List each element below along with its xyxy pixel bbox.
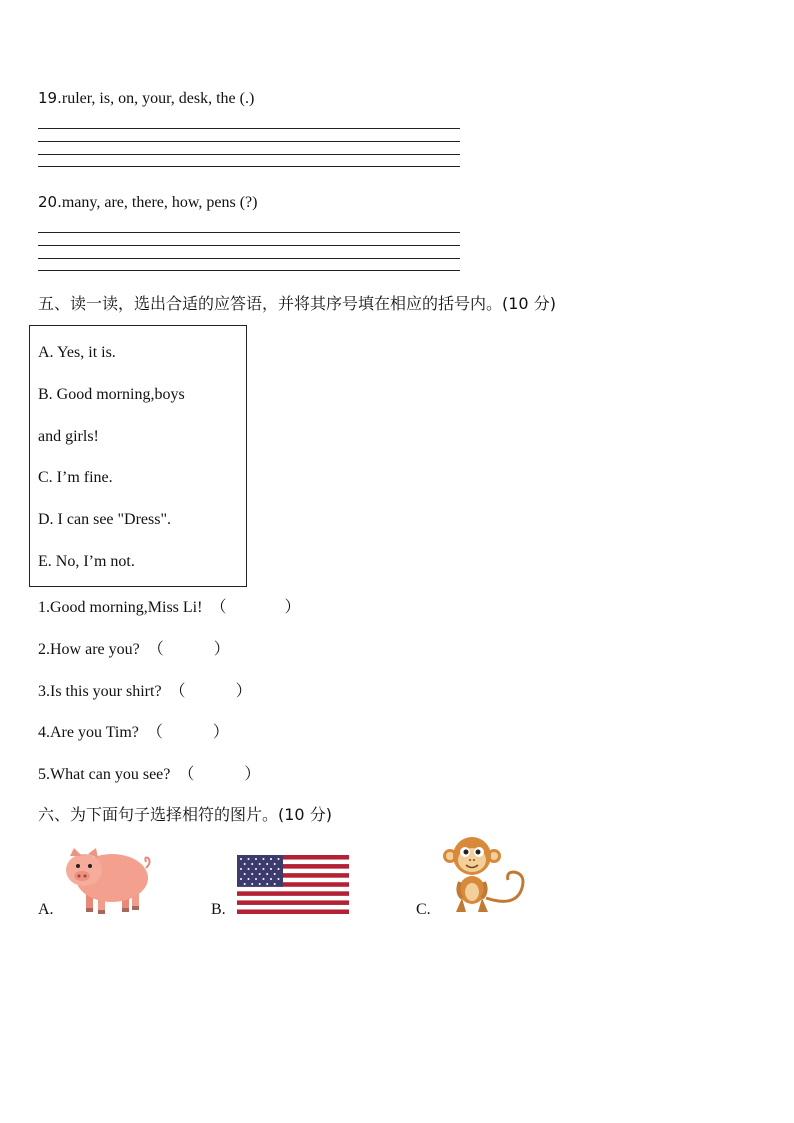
- option-b: B. Good morning,boys: [38, 386, 185, 403]
- options-box: [29, 325, 247, 587]
- answer-paren[interactable]: （ ）: [169, 683, 252, 700]
- picture-label-a: A.: [38, 901, 54, 918]
- answer-paren[interactable]: （ ）: [210, 599, 301, 616]
- monkey-icon[interactable]: [440, 836, 528, 916]
- question-item-5: [38, 765, 260, 785]
- answer-line[interactable]: [38, 154, 460, 155]
- picture-label-b: B.: [211, 901, 226, 918]
- answer-paren[interactable]: （ ）: [146, 724, 229, 741]
- question-text: 4.Are you Tim?: [38, 724, 139, 741]
- question-item-1: [38, 598, 300, 618]
- answer-paren[interactable]: （ ）: [178, 766, 261, 783]
- question-number: 20.: [38, 193, 62, 211]
- answer-line[interactable]: [38, 166, 460, 167]
- answer-line[interactable]: [38, 270, 460, 271]
- answer-paren[interactable]: （ ）: [147, 641, 230, 658]
- answer-line[interactable]: [38, 245, 460, 246]
- answer-line[interactable]: [38, 141, 460, 142]
- question-text: 2.How are you?: [38, 641, 140, 658]
- answer-line[interactable]: [38, 232, 460, 233]
- question-text: 1.Good morning,Miss Li!: [38, 599, 203, 616]
- option-a: A. Yes, it is.: [38, 344, 116, 361]
- question-item-3: [38, 682, 252, 702]
- section-6-heading: 六、为下面句子选择相符的图片。(10 分): [38, 805, 332, 824]
- question-text: ruler, is, on, your, desk, the (.): [61, 90, 255, 107]
- question-text: many, are, there, how, pens (?): [61, 194, 258, 211]
- answer-line[interactable]: [38, 128, 460, 129]
- us-flag-icon[interactable]: [237, 855, 349, 914]
- section-5-heading: 五、读一读，选出合适的应答语，并将其序号填在相应的括号内。(10 分): [38, 294, 556, 313]
- question-20: [38, 192, 257, 213]
- question-item-4: [38, 723, 229, 743]
- pig-icon[interactable]: [62, 846, 152, 914]
- question-text: 5.What can you see?: [38, 766, 171, 783]
- question-19: [38, 88, 254, 109]
- option-c: C. I’m fine.: [38, 469, 113, 486]
- question-item-2: [38, 640, 230, 660]
- option-e: E. No, I’m not.: [38, 553, 135, 570]
- option-d: D. I can see "Dress".: [38, 511, 172, 528]
- answer-line[interactable]: [38, 258, 460, 259]
- option-b-continued: and girls!: [38, 428, 99, 445]
- picture-label-c: C.: [416, 901, 431, 918]
- question-text: 3.Is this your shirt?: [38, 683, 162, 700]
- question-number: 19.: [38, 89, 62, 107]
